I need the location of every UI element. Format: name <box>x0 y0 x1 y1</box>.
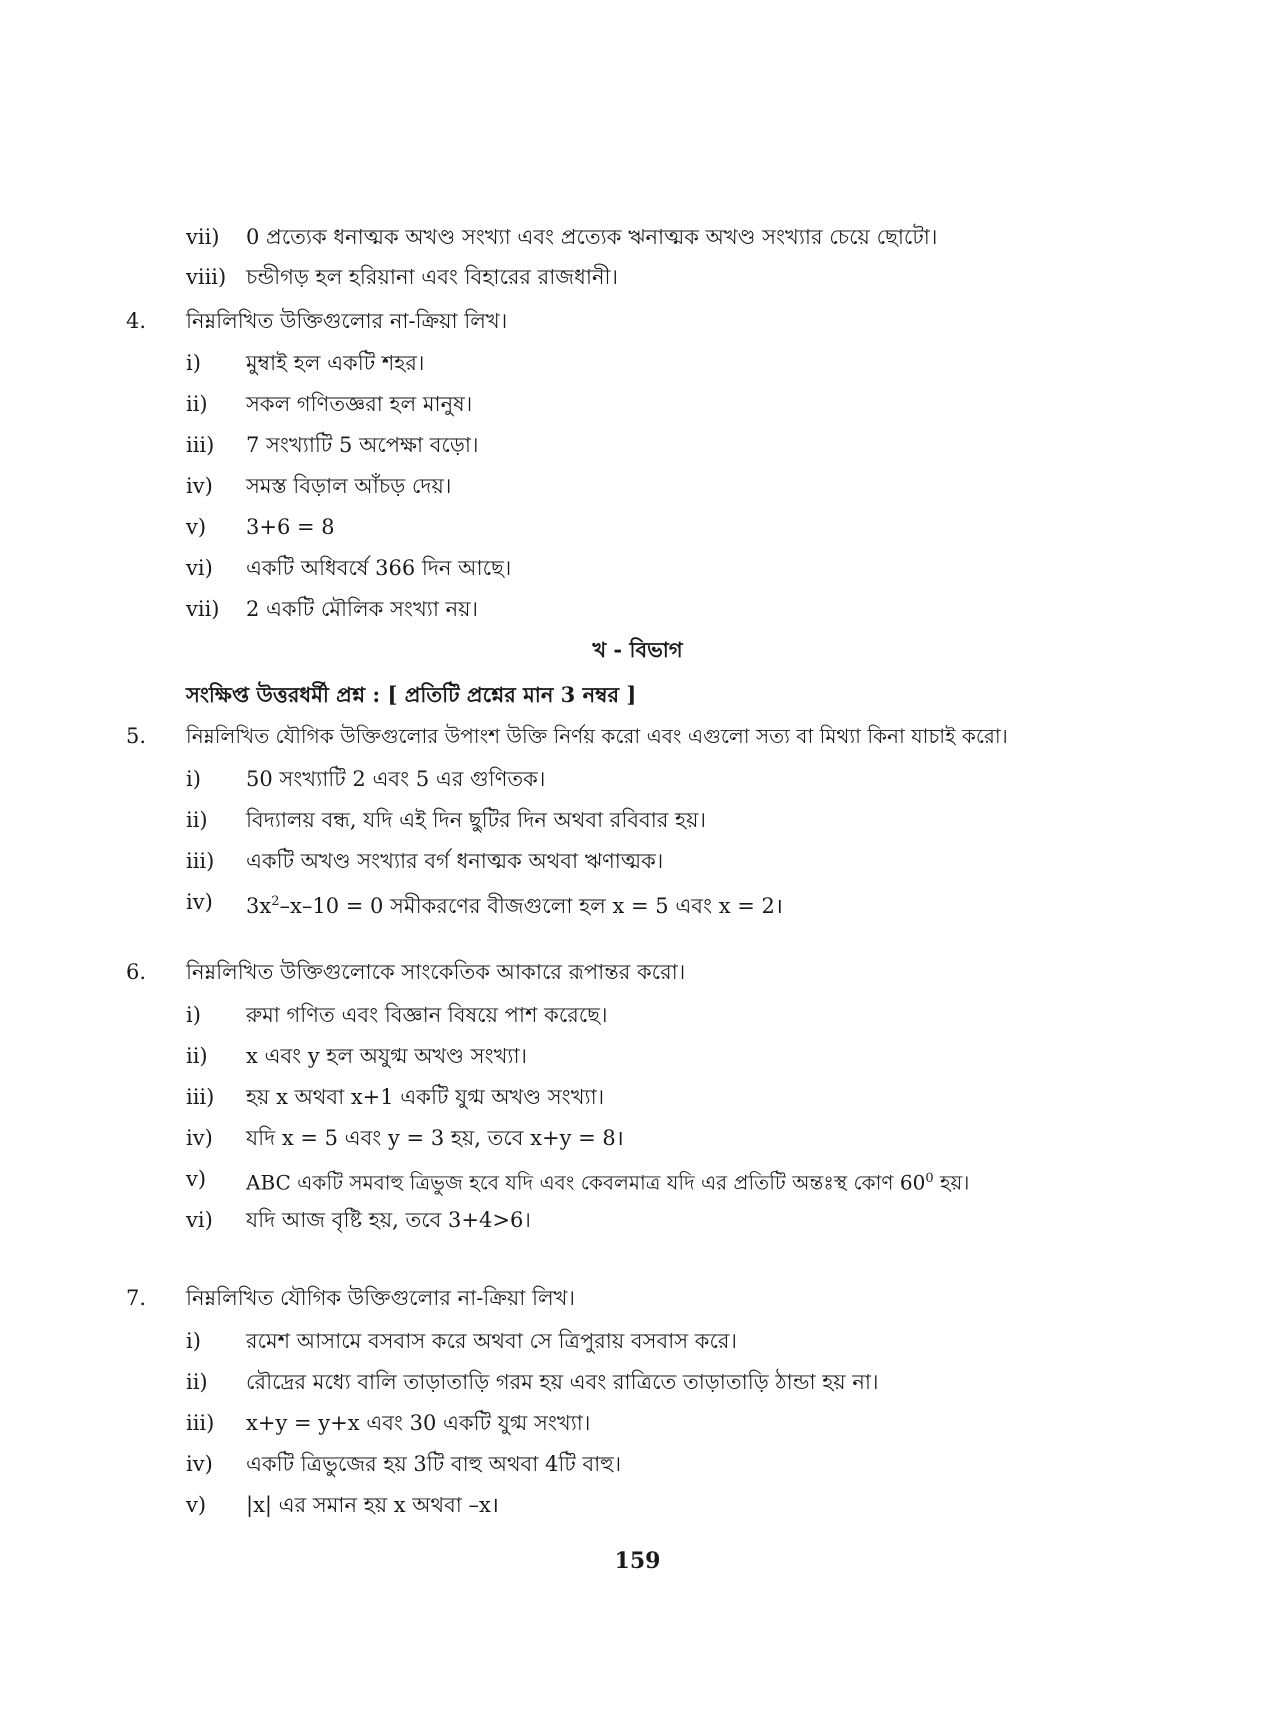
item-marker: iv) <box>186 474 213 498</box>
item-text: মুম্বাই হল একটি শহর। <box>246 351 425 375</box>
item-marker: iii) <box>186 433 215 457</box>
item-marker: vi) <box>186 1208 213 1232</box>
item-text: একটি অখণ্ড সংখ্যার বর্গ ধনাত্মক অথবা ঋণাত্মক। <box>246 849 664 873</box>
item-text: 50 সংখ্যাটি 2 এবং 5 এর গুণিতক। <box>246 767 546 791</box>
question-number: 4. <box>126 309 147 333</box>
item-text: 2 একটি মৌলিক সংখ্যা নয়। <box>246 597 479 621</box>
item-text: রমেশ আসামে বসবাস করে অথবা সে ত্রিপুরায় বসবাস করে। <box>246 1329 737 1353</box>
item-marker: iii) <box>186 849 215 873</box>
question-text: নিম্নলিখিত যৌগিক উক্তিগুলোর না-ক্রিয়া লিখ। <box>186 1286 575 1310</box>
item-marker: viii) <box>186 265 227 289</box>
item-text: |x| এর সমান হয় x অথবা –x। <box>246 1493 499 1517</box>
question-number: 5. <box>126 724 147 748</box>
item-marker: vi) <box>186 556 213 580</box>
superscript: 0 <box>925 1171 934 1186</box>
statement-part: ABC একটি সমবাহু ত্রিভুজ হবে যদি এবং কেবলমাত্র যদি এর প্রতিটি অন্তঃস্থ কোণ 60 <box>246 1170 926 1195</box>
item-marker: vii) <box>186 597 220 621</box>
question-number: 6. <box>126 960 147 984</box>
item-marker: iii) <box>186 1411 215 1435</box>
item-marker: i) <box>186 351 201 375</box>
item-marker: iv) <box>186 890 213 914</box>
item-marker: ii) <box>186 1044 208 1068</box>
item-marker: i) <box>186 767 201 791</box>
item-text: 3+6 = 8 <box>246 515 335 539</box>
equation-part: 3x <box>246 894 272 918</box>
item-marker: v) <box>186 1167 207 1191</box>
item-text: সমস্ত বিড়াল আঁচড় দেয়। <box>246 474 452 498</box>
item-marker: v) <box>186 1493 207 1517</box>
item-text: একটি ত্রিভুজের হয় 3টি বাহু অথবা 4টি বাহু। <box>246 1452 622 1476</box>
page-number: 159 <box>614 1548 661 1574</box>
item-marker: iii) <box>186 1085 215 1109</box>
item-text <box>246 1166 969 1196</box>
item-text: যদি x = 5 এবং y = 3 হয়, তবে x+y = 8। <box>246 1126 624 1150</box>
item-marker: i) <box>186 1329 201 1353</box>
item-text: হয় x অথবা x+1 একটি যুগ্ম অখণ্ড সংখ্যা। <box>246 1085 605 1109</box>
item-text: যদি আজ বৃষ্টি হয়, তবে 3+4>6। <box>246 1208 531 1232</box>
item-marker: iv) <box>186 1452 213 1476</box>
question-text: নিম্নলিখিত যৌগিক উক্তিগুলোর উপাংশ উক্তি নির্ণয় করো এবং এগুলো সত্য বা মিথ্যা কিনা যাচাই করো। <box>186 724 1008 748</box>
question-number: 7. <box>126 1286 147 1310</box>
equation-part: –x–10 = 0 সমীকরণের বীজগুলো হল x = 5 এবং x = 2। <box>279 894 783 918</box>
item-text: সকল গণিতজ্ঞরা হল মানুষ। <box>246 392 473 416</box>
item-marker: ii) <box>186 392 208 416</box>
item-text: রুমা গণিত এবং বিজ্ঞান বিষয়ে পাশ করেছে। <box>246 1003 608 1027</box>
item-text: চন্ডীগড় হল হরিয়ানা এবং বিহারের রাজধানী। <box>246 265 618 289</box>
item-marker: v) <box>186 515 207 539</box>
item-text: 0 প্রত্যেক ধনাত্মক অখণ্ড সংখ্যা এবং প্রত্যেক ঋনাত্মক অখণ্ড সংখ্যার চেয়ে ছোটো। <box>246 225 938 249</box>
item-marker: ii) <box>186 808 208 832</box>
item-text: বিদ্যালয় বন্ধ, যদি এই দিন ছুটির দিন অথবা রবিবার হয়। <box>246 808 706 832</box>
item-marker: vii) <box>186 225 220 249</box>
item-text: x+y = y+x এবং 30 একটি যুগ্ম সংখ্যা। <box>246 1411 591 1435</box>
statement-part: হয়। <box>933 1170 970 1195</box>
item-text: 7 সংখ্যাটি 5 অপেক্ষা বড়ো। <box>246 433 479 457</box>
item-text: একটি অধিবর্ষে 366 দিন আছে। <box>246 556 512 580</box>
item-text <box>246 889 783 919</box>
item-marker: iv) <box>186 1126 213 1150</box>
superscript: 2 <box>271 894 280 909</box>
item-text: রৌদ্রের মধ্যে বালি তাড়াতাড়ি গরম হয় এবং রাত্রিতে তাড়াতাড়ি ঠান্ডা হয় না। <box>246 1370 879 1394</box>
question-text: নিম্নলিখিত উক্তিগুলোকে সাংকেতিক আকারে রূপান্তর করো। <box>186 960 686 984</box>
section-title: খ - বিভাগ <box>592 637 683 662</box>
question-text: নিম্নলিখিত উক্তিগুলোর না-ক্রিয়া লিখ। <box>186 309 508 333</box>
item-text: x এবং y হল অযুগ্ম অখণ্ড সংখ্যা। <box>246 1044 528 1068</box>
item-marker: ii) <box>186 1370 208 1394</box>
item-marker: i) <box>186 1003 201 1027</box>
section-subtitle: সংক্ষিপ্ত উত্তরধর্মী প্রশ্ন : [ প্রতিটি প্রশ্নের মান 3 নম্বর ] <box>186 682 637 707</box>
